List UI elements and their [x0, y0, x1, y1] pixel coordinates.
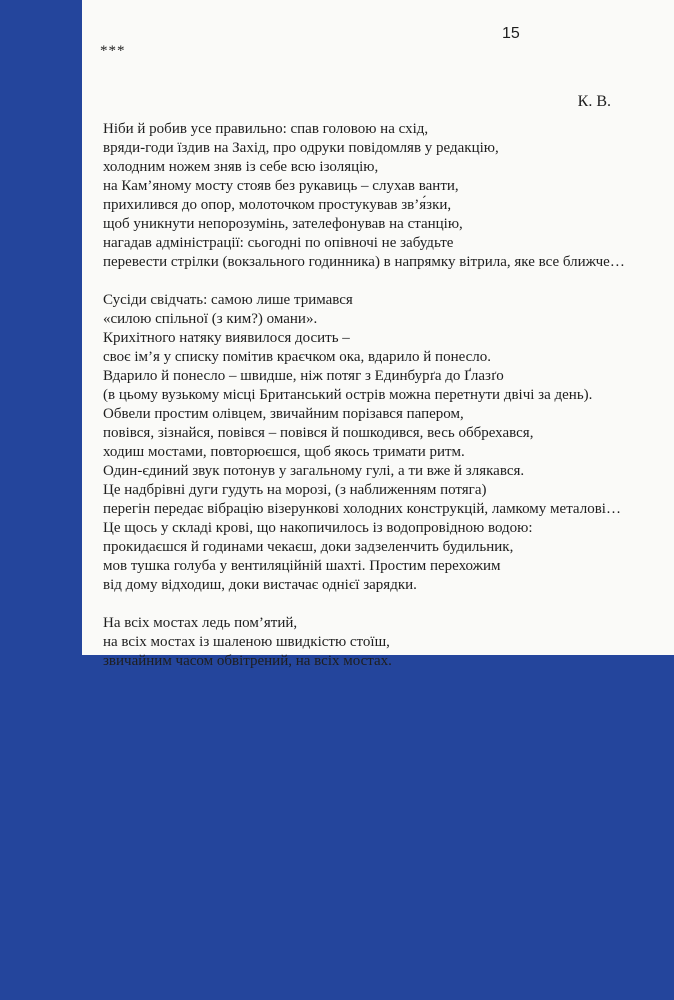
book-page: [82, 0, 674, 669]
poem-line: мов тушка голуба у вентиляційній шахті. Простим перехожим: [103, 558, 501, 574]
poem-line: Це надбрівні дуги гудуть на морозі, (з наближенням потяга): [103, 482, 487, 498]
poem-line: Сусіди свідчать: самою лише тримався: [103, 292, 353, 308]
poem-line: на всіх мостах із шаленою швидкістю стоїш,: [103, 634, 390, 650]
poem-line: на Кам’яному мосту стояв без рукавиць – слухав ванти,: [103, 178, 459, 194]
poem-line: Ніби й робив усе правильно: спав головою на схід,: [103, 121, 429, 137]
poem: [103, 120, 625, 671]
poem-line: прихилився до опор, молоточком простукував зв’я́зки,: [103, 197, 452, 213]
poem-line: Це щось у складі крові, що накопичилось із водопровідною водою:: [103, 520, 533, 536]
poem-line: від дому відходиш, доки вистачає однієї зарядки.: [103, 577, 417, 593]
poem-line: звичайним часом обвітрений, на всіх мостах.: [103, 653, 392, 669]
poem-line: ходиш мостами, повторюєшся, щоб якось тримати ритм.: [103, 444, 465, 460]
poem-line: своє ім’я у списку помітив краєчком ока, вдарило й понесло.: [103, 349, 492, 365]
poem-line: Один-єдиний звук потонув у загальному гулі, а ти вже й злякався.: [103, 463, 525, 479]
stanza-1: [103, 120, 625, 272]
section-marker: ***: [100, 43, 126, 59]
poem-line: перевести стрілки (вокзального годинника) в напрямку вітрила, яке все ближче…: [103, 254, 625, 270]
page-number: 15: [502, 25, 520, 42]
poem-line: Вдарило й понесло – швидше, ніж потяг з Единбурґа до Ґлазґо: [103, 368, 504, 384]
poem-line: «силою спільної (з ким?) омани».: [103, 311, 318, 327]
poem-line: Крихітного натяку виявилося досить –: [103, 330, 350, 346]
poem-line: повівся, зізнайся, повівся – повівся й пошкодився, весь оббрехався,: [103, 425, 534, 441]
poem-line: перегін передає вібрацію візерункові холодних конструкцій, ламкому металові…: [103, 501, 621, 517]
poem-line: щоб уникнути непорозумінь, зателефонував на станцію,: [103, 216, 463, 232]
poem-line: прокидаєшся й годинами чекаєш, доки задзеленчить будильник,: [103, 539, 514, 555]
stanza-2: [103, 291, 625, 595]
poem-line: вряди-годи їздив на Захід, про одруки повідомляв у редакцію,: [103, 140, 499, 156]
stanza-3: [103, 614, 625, 671]
poem-line: холодним ножем зняв із себе всю ізоляцію,: [103, 159, 379, 175]
poem-line: нагадав адміністрації: сьогодні по опівночі не забудьте: [103, 235, 454, 251]
poem-line: На всіх мостах ледь пом’ятий,: [103, 615, 298, 631]
dedication: К. В.: [577, 93, 611, 110]
poem-line: Обвели простим олівцем, звичайним порізався папером,: [103, 406, 464, 422]
poem-line: (в цьому вузькому місці Британський острів можна перетнути двічі за день).: [103, 387, 593, 403]
